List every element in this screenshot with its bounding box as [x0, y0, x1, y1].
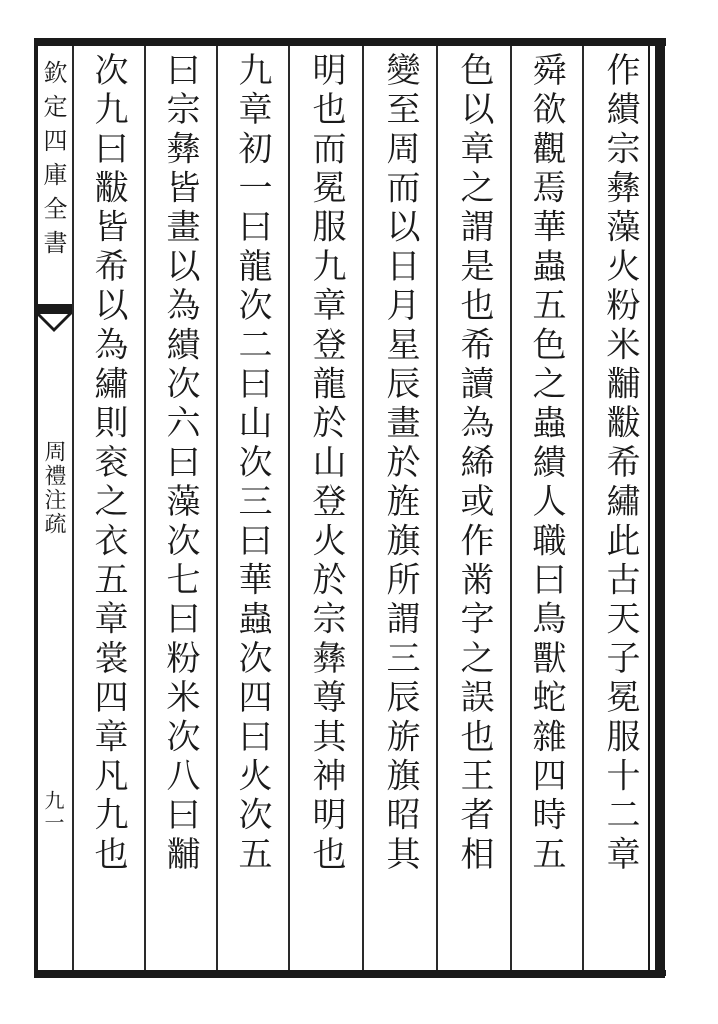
text-column-6: 九章初一曰龍次二曰山次三曰華蟲次四曰火次五	[232, 52, 272, 876]
text-column-1: 作繢宗彝藻火粉米黼黻希繡此古天子冕服十二章	[600, 52, 640, 876]
column-rule	[510, 46, 512, 970]
top-border-band	[34, 38, 666, 46]
text-column-5: 明也而冕服九章登龍於山登火於宗彝尊其神明也	[306, 52, 346, 876]
column-rule	[216, 46, 218, 970]
text-column-8: 次九曰黻皆希以為繡則衮之衣五章裳四章凡九也	[88, 52, 128, 876]
column-rule	[72, 46, 74, 970]
column-rule	[582, 46, 584, 970]
book-title: 周禮注疏	[41, 440, 66, 536]
collection-title: 欽定四庫全書	[39, 60, 67, 264]
column-rule	[436, 46, 438, 970]
text-column-3: 色以章之謂是也希讀為絺或作黹字之誤也王者相	[454, 52, 494, 876]
text-column-7: 曰宗彝皆畫以為繢次六曰藻次七曰粉米次八曰黼	[160, 52, 200, 876]
page-number: 九一	[41, 790, 65, 834]
text-column-4: 變至周而以日月星辰畫於旌旗所謂三辰旂旗昭其	[380, 52, 420, 876]
column-rule	[362, 46, 364, 970]
column-rule	[144, 46, 146, 970]
text-column-2: 舜欲觀焉華蟲五色之蟲繢人職曰鳥獸蛇雜四時五	[526, 52, 566, 876]
right-border-band	[655, 38, 665, 978]
fishtail-mark-icon	[36, 304, 72, 338]
column-rule	[288, 46, 290, 970]
